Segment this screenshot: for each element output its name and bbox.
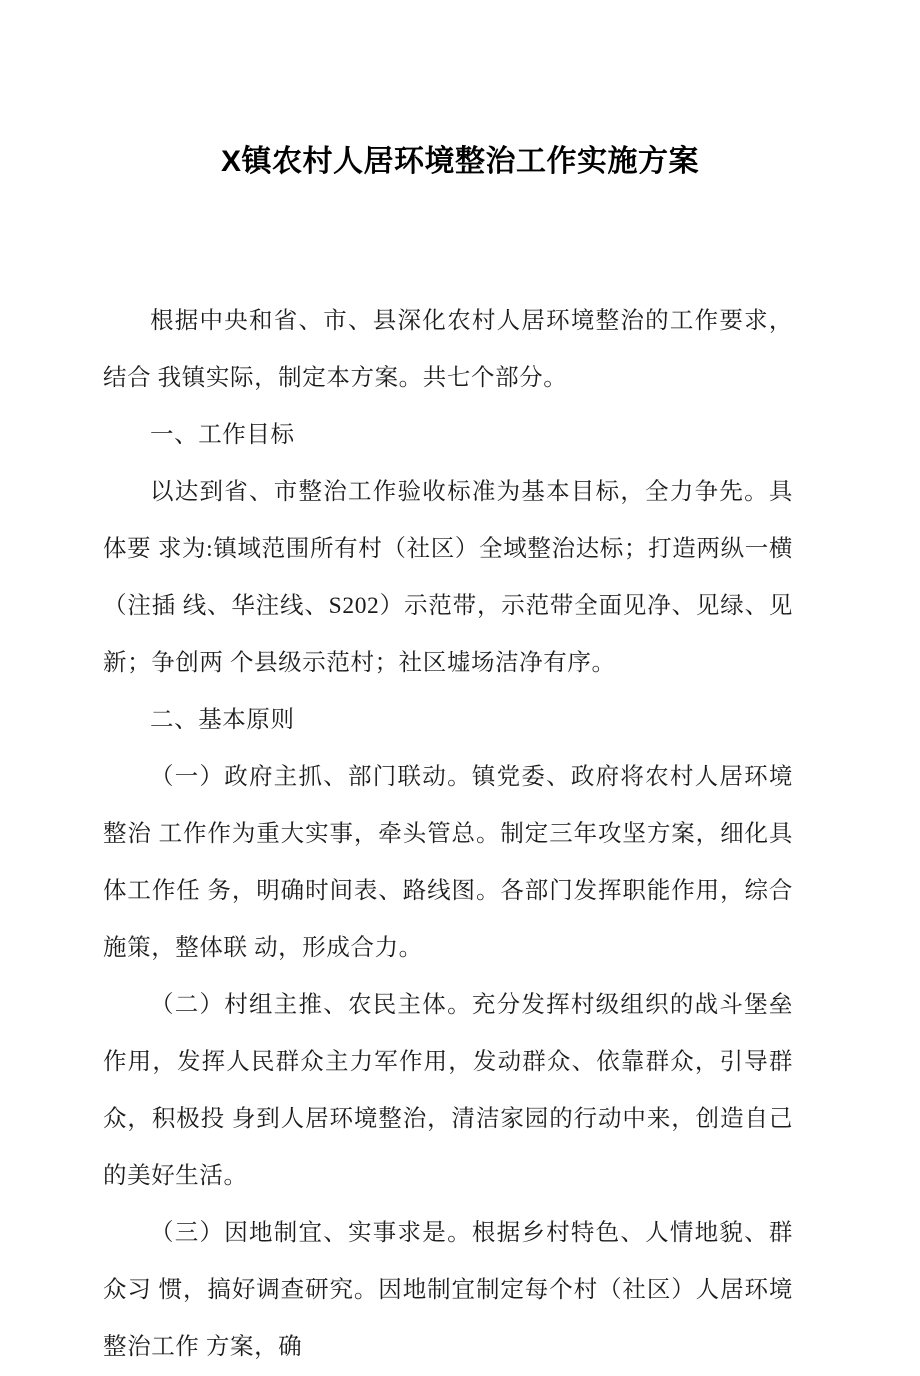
- principle-1: （一）政府主抓、部门联动。镇党委、政府将农村人居环境整治 工作作为重大实事，牵头管总。制定三年攻坚方案，细化具体工作任 务，明确时间表、路线图。各部门发挥职能作用，综合施策，整体联 动，形成合力。: [103, 764, 793, 961]
- principle-3: （三）因地制宜、实事求是。根据乡村特色、人情地貌、群众习 惯，搞好调查研究。因地制宜制定每个村（社区）人居环境整治工作 方案，确: [103, 1220, 793, 1360]
- intro-paragraph: 根据中央和省、市、县深化农村人居环境整治的工作要求，结合 我镇实际，制定本方案。共七个部分。: [103, 308, 793, 391]
- section-heading-1: 一、工作目标: [150, 422, 295, 448]
- document-body: [103, 293, 793, 1376]
- page-title: X镇农村人居环境整治工作实施方案: [220, 145, 699, 179]
- principle-2: （二）村组主推、农民主体。充分发挥村级组织的战斗堡垒作用，发挥人民群众主力军作用，发动群众、依靠群众，引导群众，积极投 身到人居环境整治，清洁家园的行动中来，创造自己的美好生活。: [103, 992, 793, 1189]
- section-heading-2: 二、基本原则: [150, 707, 295, 733]
- section-1-body: 以达到省、市整治工作验收标准为基本目标，全力争先。具体要 求为:镇域范围所有村（社区）全域整治达标；打造两纵一横（注插 线、华注线、S202）示范带，示范带全面见净、见绿、见新；争创两 个县级示范村；社区墟场洁净有序。: [103, 479, 793, 676]
